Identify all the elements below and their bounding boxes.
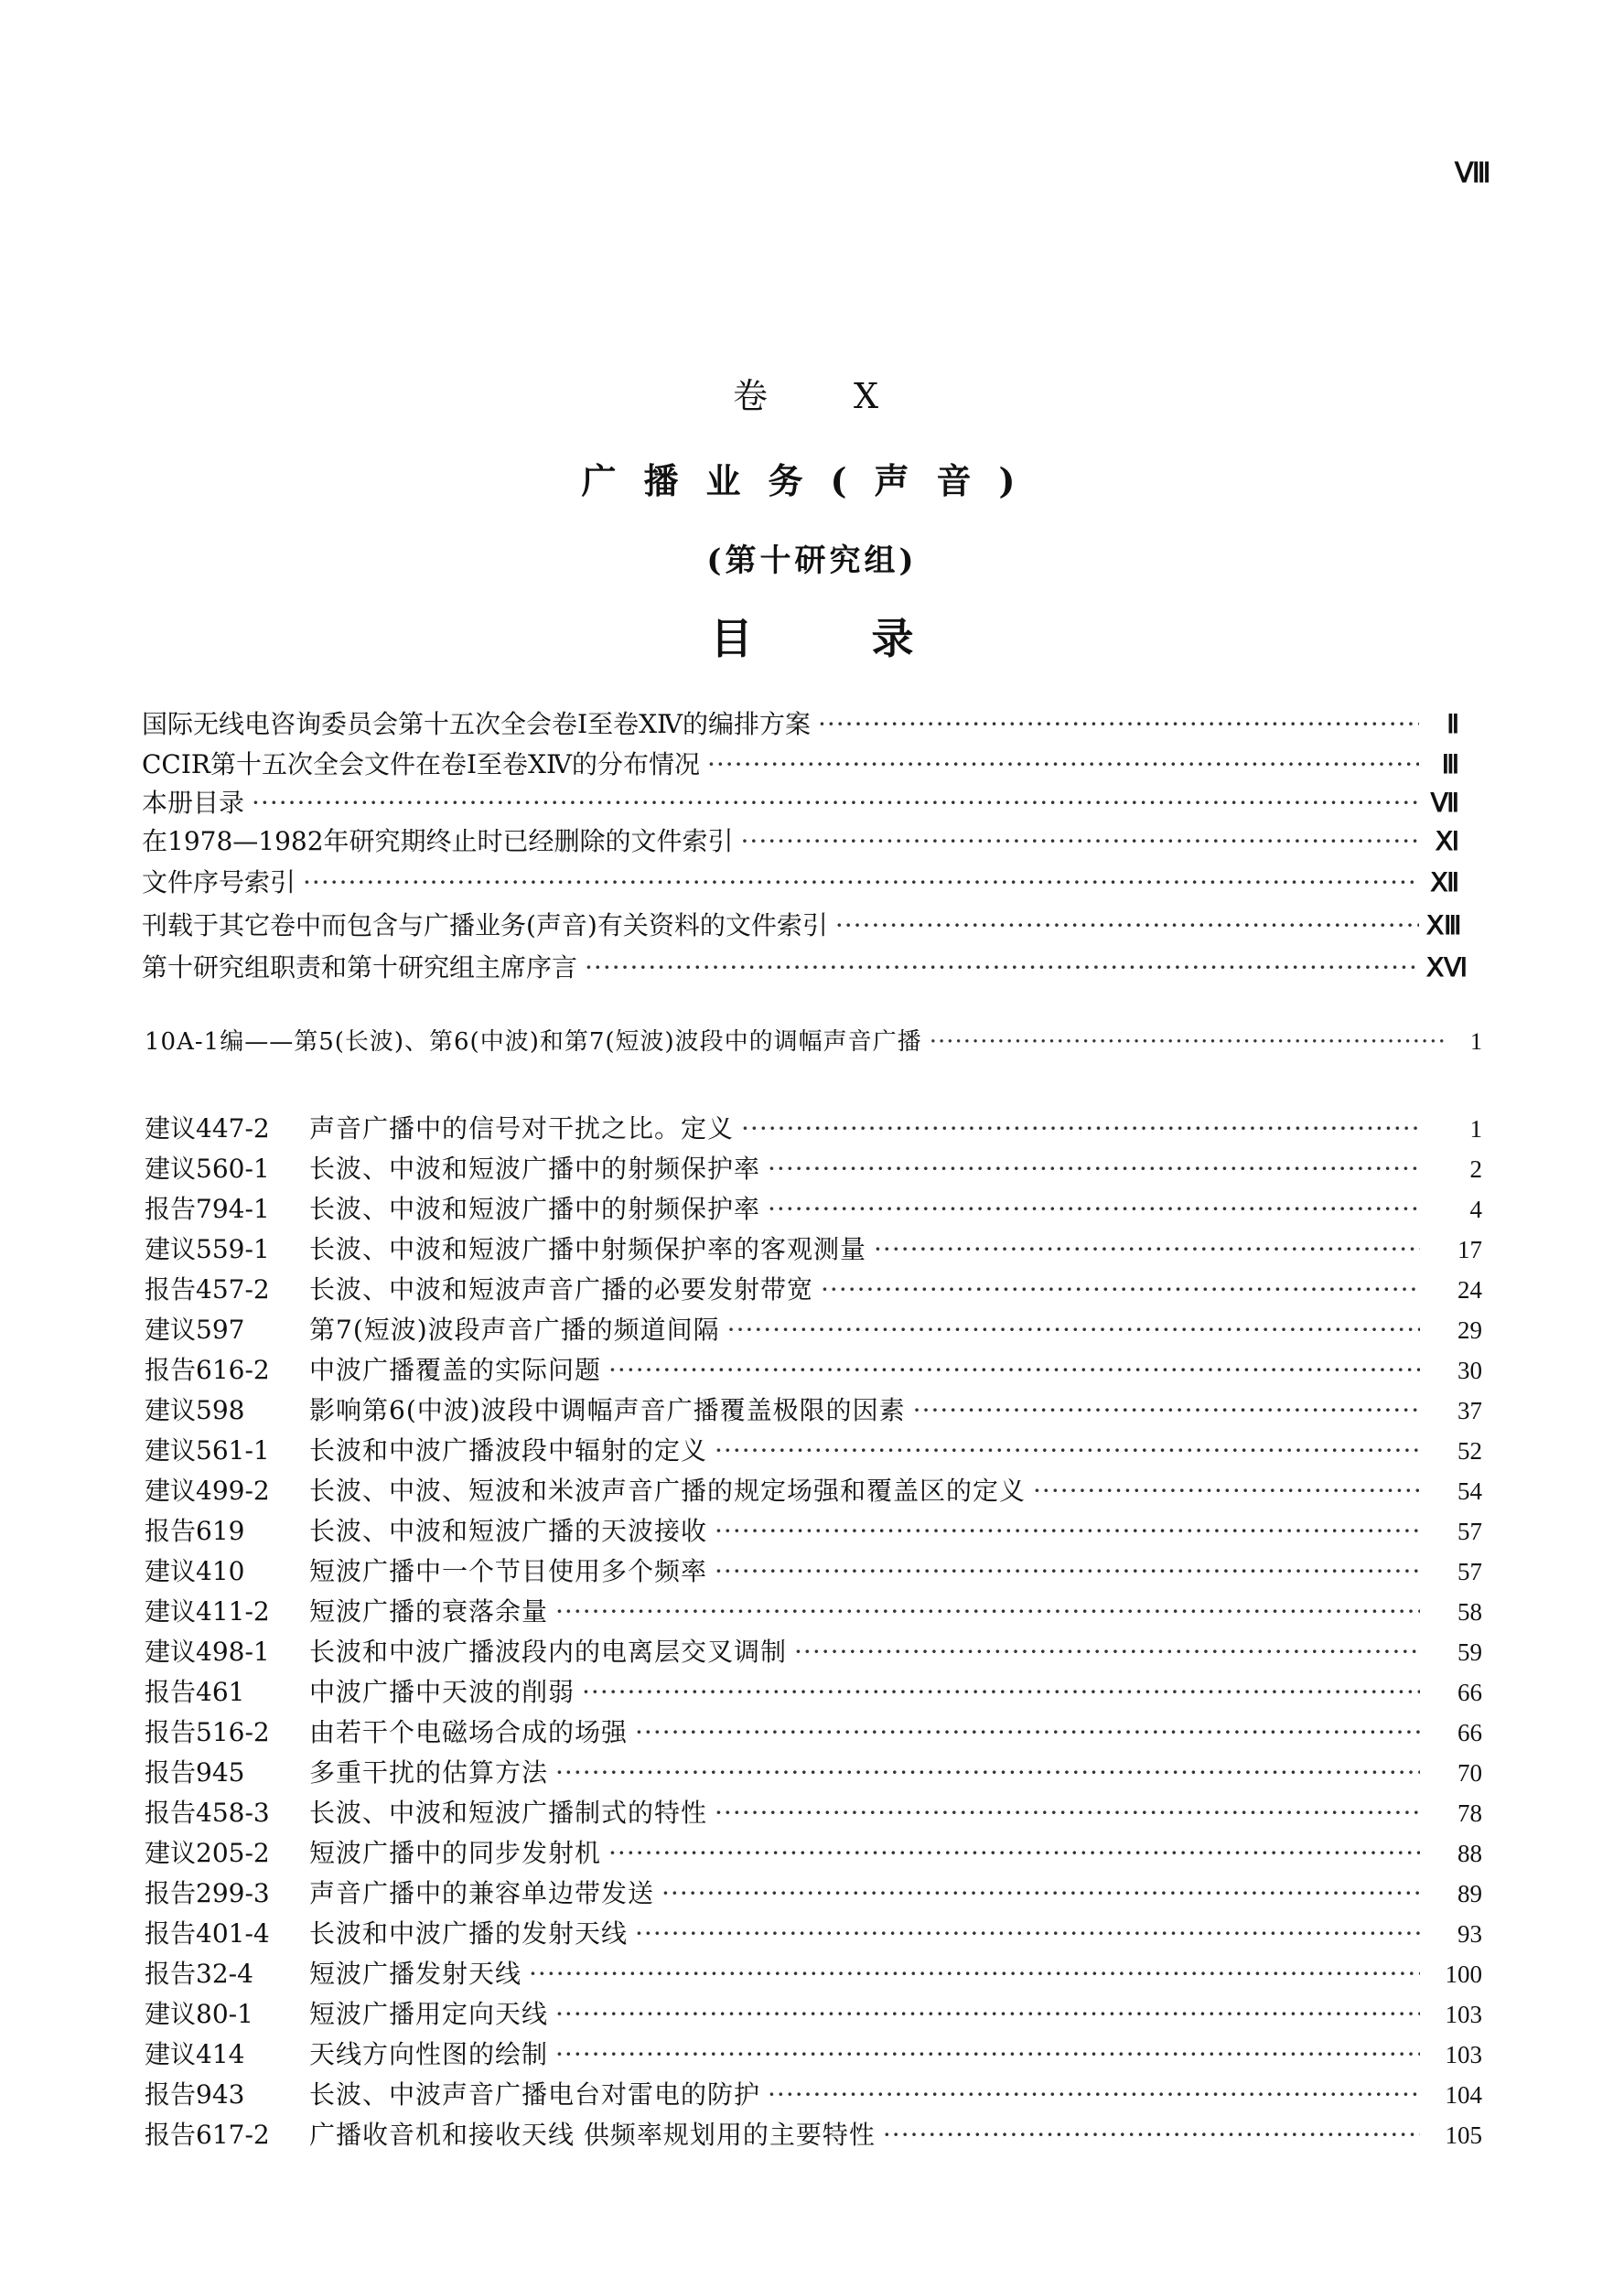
toc-entry [145,1552,1482,1588]
entry-code: 建议414 [145,2039,245,2069]
entry-code: 建议410 [145,1556,245,1586]
front-matter-text: CCIR第十五次全会文件在卷Ⅰ至卷XⅣ的分布情况 [142,749,700,779]
section-page: 1 [1470,1028,1482,1055]
entry-page: 4 [1469,1196,1482,1223]
entry-code: 报告794-1 [145,1194,270,1224]
entry-code: 报告32-4 [145,1959,253,1989]
front-matter-text: 在1978—1982年研究期终止时已经删除的文件索引 [142,826,734,856]
entry-code: 建议561-1 [145,1435,270,1466]
entry-page: 29 [1457,1316,1482,1344]
front-matter-item [142,822,1459,858]
front-matter-page: Ⅺ [1435,828,1459,856]
front-matter-page: Ⅲ [1441,751,1459,779]
front-matter-page: Ⅻ [1430,869,1459,897]
entry-page: 104 [1445,2081,1482,2109]
toc-entry [145,1230,1482,1266]
entry-title: 短波广播的衰落余量 [309,1596,549,1627]
entry-title: 长波和中波广播波段中辐射的定义 [309,1435,708,1466]
toc-entry [145,1149,1482,1186]
toc-entry [145,1753,1482,1789]
section-heading [145,1023,1482,1057]
entry-title: 长波和中波广播的发射天线 [309,1918,629,1949]
entry-title: 声音广播中的兼容单边带发送 [309,1878,655,1908]
entry-page: 105 [1445,2121,1482,2149]
toc-entry [145,1350,1482,1387]
entry-page: 58 [1457,1598,1482,1626]
entry-title: 长波、中波声音广播电台对雷电的防护 [309,2079,761,2110]
entry-page: 93 [1457,1920,1482,1948]
entry-title: 长波、中波和短波声音广播的必要发射带宽 [309,1274,814,1305]
toc-entry [145,1954,1482,1991]
entry-page: 57 [1457,1558,1482,1585]
volume-number: X [853,376,892,416]
entry-code: 报告619 [145,1516,245,1546]
front-matter-page: ⅩⅥ [1426,954,1468,983]
front-matter-page: Ⅶ [1430,789,1459,818]
front-matter-item [142,745,1459,781]
toc-entry [145,1189,1482,1226]
toc-entry [145,1511,1482,1548]
toc-entry [145,1994,1482,2031]
entry-page: 2 [1469,1155,1482,1183]
entry-code: 报告461 [145,1677,245,1707]
entry-title: 短波广播中的同步发射机 [309,1838,602,1868]
toc-entry [145,1592,1482,1628]
toc-entry [145,1793,1482,1830]
entry-page: 100 [1445,1960,1482,1988]
toc-entry [145,2075,1482,2111]
toc-heading [0,606,1624,666]
entry-code: 建议597 [145,1315,245,1345]
toc-entry [145,1632,1482,1669]
entry-title: 第7(短波)波段声音广播的频道间隔 [309,1315,720,1345]
entry-title: 由若干个电磁场合成的场强 [309,1717,629,1747]
entry-code: 报告299-3 [145,1878,270,1908]
entry-title: 长波、中波、短波和米波声音广播的规定场强和覆盖区的定义 [309,1476,1027,1506]
entry-title: 天线方向性图的绘制 [309,2039,549,2069]
front-matter-text: 国际无线电咨询委员会第十五次全会卷Ⅰ至卷XⅣ的编排方案 [142,709,811,739]
toc-entry [145,1914,1482,1950]
toc-heading-right: 录 [871,614,914,663]
entry-code: 报告616-2 [145,1355,270,1385]
entry-title: 中波广播覆盖的实际问题 [309,1355,602,1385]
entry-page: 54 [1457,1477,1482,1505]
front-matter-text: 第十研究组职责和第十研究组主席序言 [142,952,578,983]
entry-page: 103 [1445,2041,1482,2068]
entry-title: 短波广播中一个节目使用多个频率 [309,1556,708,1586]
volume-label: 卷 [732,376,780,416]
entry-title: 中波广播中天波的削弱 [309,1677,575,1707]
entry-code: 报告458-3 [145,1798,270,1828]
front-matter-text: 文件序号索引 [142,867,296,897]
front-matter-text: 刊载于其它卷中而包含与广播业务(声音)有关资料的文件索引 [142,910,828,940]
entry-title: 广播收音机和接收天线 供频率规划用的主要特性 [309,2120,876,2150]
toc-entry [145,1431,1482,1467]
entry-code: 建议447-2 [145,1113,270,1144]
toc-entry [145,1310,1482,1347]
front-matter-page: ⅩⅢ [1426,912,1462,940]
toc-entry [145,1672,1482,1709]
entry-title: 长波、中波和短波广播制式的特性 [309,1798,708,1828]
front-matter-item [142,783,1459,820]
entry-title: 长波、中波和短波广播中的射频保护率 [309,1194,761,1224]
entry-title: 长波和中波广播波段内的电离层交叉调制 [309,1637,788,1667]
entry-page: 78 [1457,1799,1482,1827]
entry-code: 建议598 [145,1395,245,1425]
entry-code: 建议205-2 [145,1838,270,1868]
entry-page: 30 [1457,1357,1482,1384]
entry-code: 建议560-1 [145,1154,270,1184]
entry-page: 88 [1457,1840,1482,1867]
front-matter-text: 本册目录 [142,788,245,818]
front-matter-item [142,948,1468,984]
toc-entry [145,2115,1482,2152]
study-group: (第十研究组) [706,542,918,579]
section-text: 10A-1编——第5(长波)、第6(中波)和第7(短波)波段中的调幅声音广播 [145,1028,922,1056]
toc-heading-left: 目 [710,614,753,663]
entry-page: 57 [1457,1518,1482,1545]
entry-title: 长波、中波和短波广播中射频保护率的客观测量 [309,1234,867,1264]
entry-title: 多重干扰的估算方法 [309,1757,549,1788]
entry-title: 短波广播用定向天线 [309,1999,549,2029]
front-matter-item [142,704,1459,741]
entry-page: 37 [1457,1397,1482,1424]
front-matter-item [142,906,1462,942]
entry-code: 报告457-2 [145,1274,270,1305]
front-matter-page: Ⅱ [1447,711,1459,739]
entry-page: 103 [1445,2001,1482,2028]
entry-title: 短波广播发射天线 [309,1959,522,1989]
front-matter-item [142,863,1459,899]
toc-entry [145,1833,1482,1870]
toc-entry [145,1270,1482,1306]
volume-title [0,368,1624,418]
entry-page: 70 [1457,1759,1482,1787]
entry-code: 建议498-1 [145,1637,270,1667]
entry-page: 66 [1457,1719,1482,1746]
entry-code: 报告516-2 [145,1717,270,1747]
entry-code: 建议499-2 [145,1476,270,1506]
entry-title: 长波、中波和短波广播中的射频保护率 [309,1154,761,1184]
entry-code: 报告945 [145,1757,245,1788]
toc-entry [145,1713,1482,1749]
toc-entry [145,1874,1482,1910]
entry-code: 报告401-4 [145,1918,270,1949]
entry-title: 声音广播中的信号对干扰之比。定义 [309,1113,735,1144]
entry-code: 建议559-1 [145,1234,270,1264]
entry-page: 17 [1457,1236,1482,1263]
entry-title: 影响第6(中波)波段中调幅声音广播覆盖极限的因素 [309,1395,906,1425]
toc-entry [145,2035,1482,2071]
entry-title: 长波、中波和短波广播的天波接收 [309,1516,708,1546]
entry-page: 1 [1469,1115,1482,1143]
entry-page: 66 [1457,1679,1482,1706]
entry-page: 24 [1457,1276,1482,1304]
entry-code: 报告943 [145,2079,245,2110]
subject-title: 广播业务(声音) [581,460,1043,501]
toc-entry [145,1109,1482,1145]
entry-code: 建议411-2 [145,1596,270,1627]
entry-page: 52 [1457,1437,1482,1465]
toc-entry [145,1391,1482,1427]
entry-page: 59 [1457,1638,1482,1666]
entry-code: 建议80-1 [145,1999,253,2029]
entry-code: 报告617-2 [145,2120,270,2150]
toc-entry [145,1471,1482,1508]
entry-page: 89 [1457,1880,1482,1907]
page-number: Ⅷ [1455,158,1491,188]
